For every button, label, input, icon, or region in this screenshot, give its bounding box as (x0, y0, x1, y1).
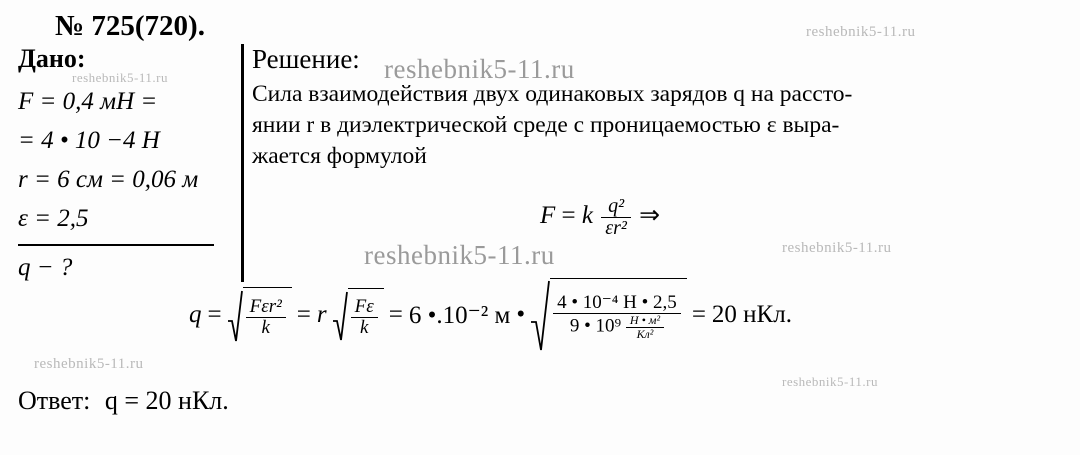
given-divider (18, 244, 214, 246)
radical-2-numerator: Fε (351, 297, 378, 318)
watermark: reshebnik5-11.ru (782, 240, 892, 256)
formula2-equals-4: = (691, 301, 706, 328)
answer-value: q = 20 нКл. (104, 386, 229, 415)
radical-1 (227, 287, 292, 343)
radical-3 (530, 278, 687, 352)
given-header: Дано: (18, 44, 86, 73)
formula2-equals-2: = (296, 301, 311, 328)
given-line: = 4 • 10 −4 Н (18, 127, 160, 154)
formula1-fraction (601, 196, 631, 239)
radical-sign-icon (332, 288, 348, 342)
watermark: reshebnik5-11.ru (364, 240, 555, 270)
given-line: r = 6 см = 0,06 м (18, 166, 199, 193)
formula1-implies: ⇒ (639, 202, 661, 230)
radical-2 (332, 288, 384, 342)
formula2-value: 6 •.10⁻² м (408, 302, 511, 329)
given-line: F = 0,4 мН = (18, 88, 158, 115)
formula2-equals-1: = (207, 301, 222, 328)
radical-2-denominator: k (359, 316, 369, 338)
watermark: reshebnik5-11.ru (806, 24, 916, 40)
formula2-r: r (316, 301, 327, 328)
given-line: ε = 2,5 (18, 205, 89, 232)
radical-1-denominator: k (261, 316, 270, 338)
watermark: reshebnik5-11.ru (34, 356, 144, 372)
radical-2-fraction (351, 297, 378, 338)
solution-text-line: Сила взаимодействия двух одинаковых зарядов q на рассто- (252, 81, 853, 107)
radical-3-body (550, 278, 687, 352)
formula-charge-calculation (186, 278, 795, 352)
problem-number: № 725(720). (55, 10, 205, 42)
formula-coulomb-law (540, 196, 660, 239)
radical-3-numerator: 4 • 10⁻⁴ Н • 2,5 (553, 293, 681, 314)
formula2-result: 20 нКл. (711, 301, 792, 328)
watermark: reshebnik5-11.ru (72, 70, 168, 85)
solution-header: Решение: (252, 44, 360, 74)
radical-3-denominator-coefficient: 9 • 10⁹ (569, 315, 622, 337)
radical-3-denominator (553, 314, 681, 340)
radical-3-unit-numerator: Н • м² (626, 314, 664, 328)
answer-label: Ответ: (18, 386, 91, 415)
watermark: reshebnik5-11.ru (384, 54, 575, 84)
given-unknown: q − ? (18, 254, 73, 281)
answer-block (18, 386, 229, 416)
solution-text-line: жается формулой (252, 143, 427, 169)
formula1-lhs: F (540, 202, 556, 230)
solution-text-line: янии r в диэлектрической среде с проницаемостью ε выра- (252, 112, 840, 138)
formula1-equals: = (561, 202, 576, 230)
radical-1-numerator: Fεr² (246, 297, 286, 318)
radical-sign-icon (530, 278, 550, 352)
formula2-equals-3: = (388, 301, 403, 328)
formula2-lhs: q (189, 301, 202, 328)
formula1-numerator: q² (601, 196, 631, 218)
watermark: reshebnik5-11.ru (782, 374, 878, 389)
radical-3-unit-fraction (626, 314, 664, 340)
radical-3-fraction (553, 293, 681, 340)
solution-block (252, 44, 1068, 172)
formula1-denominator: εr² (605, 217, 627, 239)
radical-2-body (348, 288, 384, 342)
column-divider (241, 44, 244, 282)
radical-1-fraction (246, 297, 286, 338)
given-block (18, 44, 240, 293)
radical-1-body (243, 287, 292, 343)
formula1-k: k (581, 202, 593, 230)
radical-3-unit-denominator: Кл² (636, 326, 654, 341)
radical-sign-icon (227, 287, 243, 343)
formula2-multiplication-dot: • (516, 301, 526, 328)
